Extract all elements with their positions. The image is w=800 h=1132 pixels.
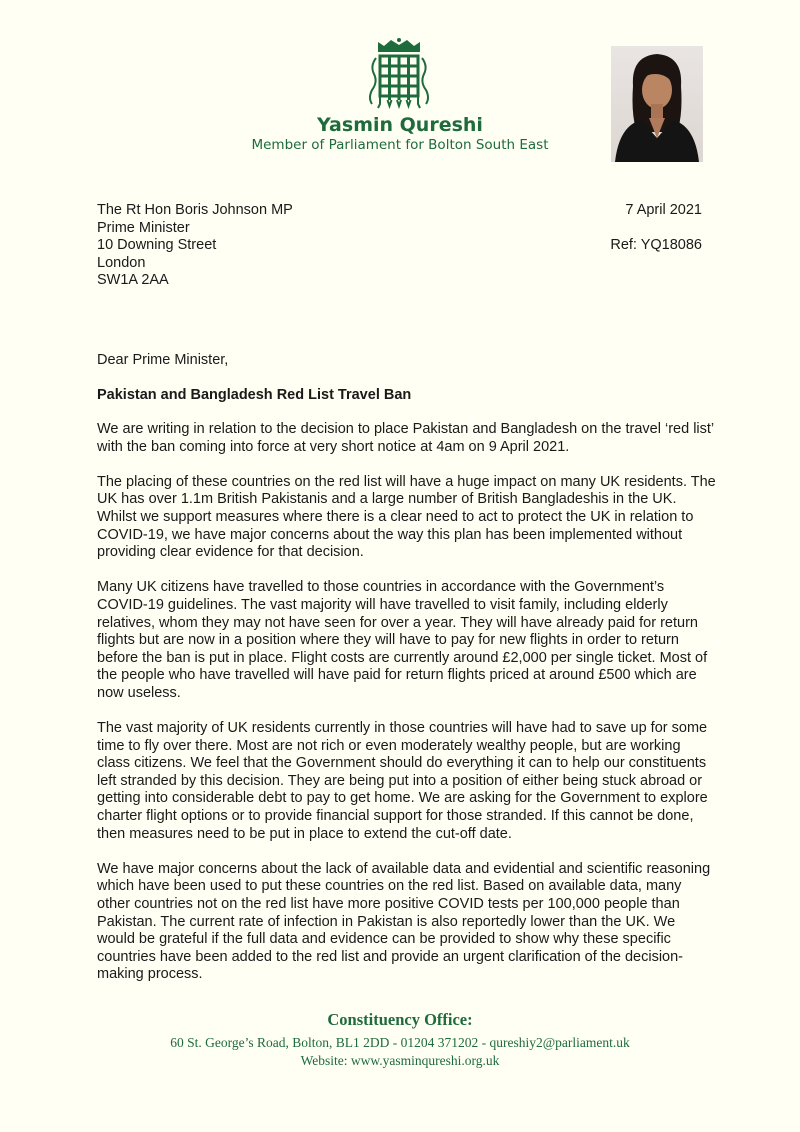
- address-line: 10 Downing Street: [97, 237, 217, 254]
- recipient-address: [97, 202, 293, 290]
- mp-name: Yasmin Qureshi: [317, 114, 483, 136]
- body-paragraph: The vast majority of UK residents currently in those countries will have had to save up for some time to fly over there. Most are not rich or even moderately wealthy people, but are working class citizens. We feel that the Government should do everything it can to help our constituents left stranded by this decision. They are being put into a position of either being stuck abroad or getting into considerable debt to pay to get home. We are asking for the Government to explore charter flight options or to provide financial support for those stranded. If this cannot be done, then measures need to be put in place to extend the cut-off date.: [97, 720, 708, 842]
- body-paragraph: We have major concerns about the lack of available data and evidential and scientific reasoning which have been used to put these countries on the red list. Based on available data, many other countries not on the red list have more positive COVID tests per 100,000 people than Pakistan. The current rate of infection in Pakistan is also reportedly lower than the UK. We would be grateful if the full data and evidence can be provided to show why these specific countries have been added to the red list and provide an urgent clarification of the decision-making process.: [97, 860, 711, 983]
- body-paragraph: We are writing in relation to the decision to place Pakistan and Bangladesh on the travel ‘red list’ with the ban coming into force at very short notice at 4am on 9 April 2021.: [97, 421, 714, 455]
- footer: [0, 1010, 800, 1070]
- letter-body: [97, 421, 717, 1002]
- body-paragraph: The placing of these countries on the red list will have a huge impact on many UK residents. The UK has over 1.1m British Pakistanis and a large number of British Bangladeshis in the UK. Whilst we support measures where there is a clear need to act to protect the UK in relation to COVID-19, we have major concerns about the way this plan has been implemented without providing clear evidence for that decision.: [97, 473, 716, 561]
- salutation: Dear Prime Minister,: [97, 352, 229, 368]
- portcullis-icon: [366, 38, 432, 110]
- mp-subtitle: Member of Parliament for Bolton South East: [251, 137, 549, 153]
- footer-website: Website: www.yasminqureshi.org.uk: [300, 1053, 500, 1068]
- subject-heading: Pakistan and Bangladesh Red List Travel Ban: [97, 387, 412, 403]
- footer-title: Constituency Office:: [327, 1010, 473, 1029]
- address-line: SW1A 2AA: [97, 272, 169, 289]
- letter-date: 7 April 2021: [625, 202, 702, 218]
- address-line: The Rt Hon Boris Johnson MP: [97, 202, 293, 218]
- letter-reference: Ref: YQ18086: [610, 237, 702, 253]
- body-paragraph: Many UK citizens have travelled to those countries in accordance with the Government’s COVID-19 guidelines. The vast majority will have travelled to visit family, including elderly relatives, whom they may not have seen for over a year. They will have already paid for return flights but are now in a position where they will have to pay for new flights in order to return before the ban is put in place. Flight costs are currently around £2,000 per single ticket. Most of the people who have travelled will have paid for return flights priced at around £500 which are now useless.: [97, 579, 708, 701]
- mp-portrait-photo: [611, 46, 703, 162]
- address-line: Prime Minister: [97, 219, 190, 236]
- address-line: London: [97, 254, 146, 271]
- footer-address: 60 St. George’s Road, Bolton, BL1 2DD - 01204 371202 - qureshiy2@parliament.uk: [170, 1035, 630, 1050]
